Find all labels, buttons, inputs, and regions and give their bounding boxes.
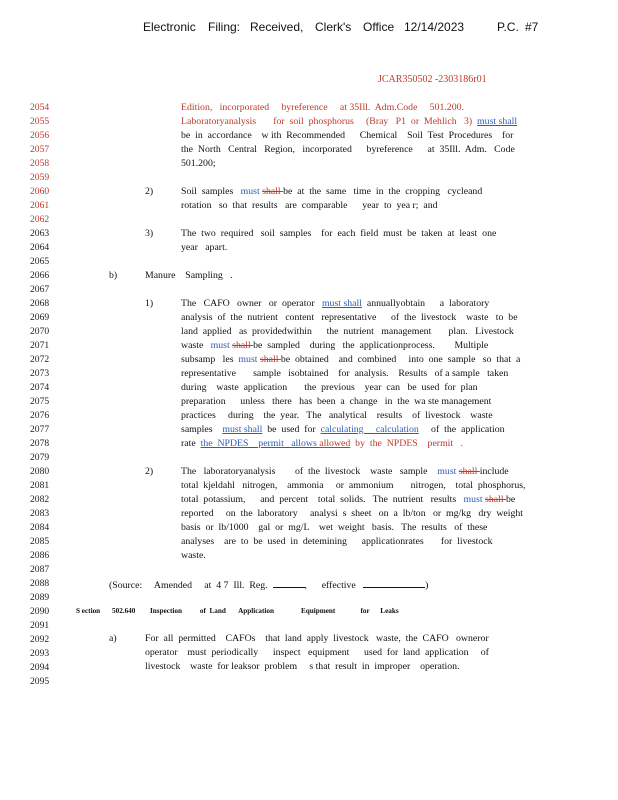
line-number: 2068 [30,298,50,309]
item-line: during waste application the previous year can be used for plan [181,382,478,393]
line-number: 2073 [30,368,50,379]
deleted-text: shall [262,186,284,197]
line-number: 2093 [30,648,50,659]
line-number: 2089 [30,592,50,603]
line-number: 2086 [30,550,50,561]
line-number: 2059 [30,172,50,183]
line-number: 2071 [30,340,50,351]
line-number: 2079 [30,452,50,463]
line-number: 2077 [30,424,50,435]
para-line: For all permitted CAFOs that land apply livestock waste, the CAFO owneror [145,633,489,644]
inserted-text: calculating calculation [320,424,419,435]
header-filing: Filing: [208,20,241,34]
line-number: 2081 [30,480,50,491]
line-number: 2084 [30,522,50,533]
line-number: 2090 [30,606,50,617]
line-number: 2075 [30,396,50,407]
inserted-text: allowed [319,438,351,449]
header-pc-number: #7 [525,20,539,34]
line-number: 2065 [30,256,50,267]
line-number: 2088 [30,578,50,589]
document-id: JCAR350502 -2303186r01 [378,74,487,85]
line-number: 2076 [30,410,50,421]
subsection-marker: b) [109,270,118,281]
section-label: S ection [76,607,101,615]
line-number: 2094 [30,662,50,673]
item-line: reported on the laboratory analysi s sheet on a lb/ton or mg/kg dry weight [181,508,524,519]
section-title: Inspection of Land Application Equipment for Leaks [150,607,399,615]
deleted-text: shall [259,354,281,365]
item-line: year apart. [181,242,228,253]
item-line: representative sample isobtained for analysis. Results of a sample taken [181,368,509,379]
inserted-text: must shall [321,298,362,309]
para-text: Laboratoryanalysis for soil phosphorus (Bray P1 or Mehlich 3) [181,116,478,127]
para-line: the North Central Region, incorporated byreference at 35Ill. Adm. Code [181,144,515,155]
line-number: 2057 [30,144,50,155]
line-number: 2095 [30,676,50,687]
header-clerks: Clerk's [315,20,352,34]
line-number: 2085 [30,536,50,547]
line-number: 2064 [30,242,50,253]
line-number: 2083 [30,508,50,519]
line-number: 2055 [30,116,50,127]
section-number: 502.640 [112,607,136,615]
inserted-text: must [210,340,230,351]
para-line: operator must periodically inspect equipment used for land application of [145,647,489,658]
line-number: 2058 [30,158,50,169]
item-line: rotation so that results are comparable year to yea r; and [181,200,438,211]
item-line: preparation unless there has been a change in the wa ste management [181,396,492,407]
item-marker: 2) [145,466,154,477]
item-line: total potassium, and percent total solids. The nutrient results must shall be [181,494,516,505]
para-line: Edition, incorporated byreference at 35Ill. Adm.Code 501.200. [181,102,464,113]
subsection-heading: Manure Sampling . [145,270,233,281]
line-number: 2054 [30,102,50,113]
item-line: samples must shall be used for calculating calculation of the application [181,424,505,435]
line-number: 2056 [30,130,50,141]
item-marker: 2) [145,186,154,197]
subsection-marker: a) [109,633,117,644]
item-marker: 3) [145,228,154,239]
line-number: 2082 [30,494,50,505]
item-marker: 1) [145,298,154,309]
item-line: Soil samples must shall be at the same time in the cropping cycleand [181,186,483,197]
item-line: rate the NPDES permit allows allowed by the NPDES permit . [181,438,463,449]
item-line: The CAFO owner or operator must shall annuallyobtain a laboratory [181,298,490,309]
line-number: 2063 [30,228,50,239]
item-line: analysis of the nutrient content representative of the livestock waste to be [181,312,518,323]
para-line: be in accordance w ith Recommended Chemical Soil Test Procedures for [181,130,514,141]
item-line: total kjeldahl nitrogen, ammonia or ammonium nitrogen, total phosphorus, [181,480,526,491]
line-number: 2061 [30,200,50,211]
para-line: livestock waste for leaksor problem s that result in improper operation. [145,661,460,672]
line-number: 2092 [30,634,50,645]
header-date: 12/14/2023 [404,20,465,34]
inserted-text: the NPDES permit allows [200,438,320,449]
line-number: 2078 [30,438,50,449]
item-line: subsamp les must shall be obtained and combined into one sample so that a [181,354,521,365]
header-electronic: Electronic [143,20,196,34]
header-received: Received, [250,20,304,34]
deleted-text: shall [458,466,480,477]
line-number: 2091 [30,620,50,631]
inserted-text: must [238,354,258,365]
line-number: 2066 [30,270,50,281]
inserted-text: must [463,494,483,505]
item-line: The two required soil samples for each field must be taken at least one [181,228,497,239]
deleted-text: shall [485,494,506,505]
line-number: 2087 [30,564,50,575]
header-pc: P.C. [497,20,519,34]
item-line: practices during the year. The analytical results of livestock waste [181,410,493,421]
source-note: (Source: Amended at 4 7 Ill. Reg. , effective ) [109,580,429,591]
item-line: The laboratoryanalysis of the livestock waste sample must shall include [181,466,509,477]
header-office: Office [363,20,395,34]
line-number: 2072 [30,354,50,365]
line-number: 2070 [30,326,50,337]
line-number: 2080 [30,466,50,477]
line-number: 2060 [30,186,50,197]
inserted-text: must [437,466,457,477]
line-number: 2062 [30,214,50,225]
deleted-text: shall [232,340,254,351]
para-line: 501.200; [181,158,216,169]
item-line: waste must shall be sampled during the applicationprocess. Multiple [181,340,489,351]
inserted-text: must shall [222,424,263,435]
item-line: waste. [181,550,206,561]
line-number: 2069 [30,312,50,323]
item-line: land applied as providedwithin the nutrient management plan. Livestock [181,326,514,337]
inserted-text: must shall [477,116,518,127]
inserted-text: must [240,186,260,197]
item-line: analyses are to be used in detemining applicationrates for livestock [181,536,493,547]
line-number: 2074 [30,382,50,393]
item-line: basis or lb/1000 gal or mg/L wet weight basis. The results of these [181,522,488,533]
line-number: 2067 [30,284,50,295]
para-line [181,117,517,127]
